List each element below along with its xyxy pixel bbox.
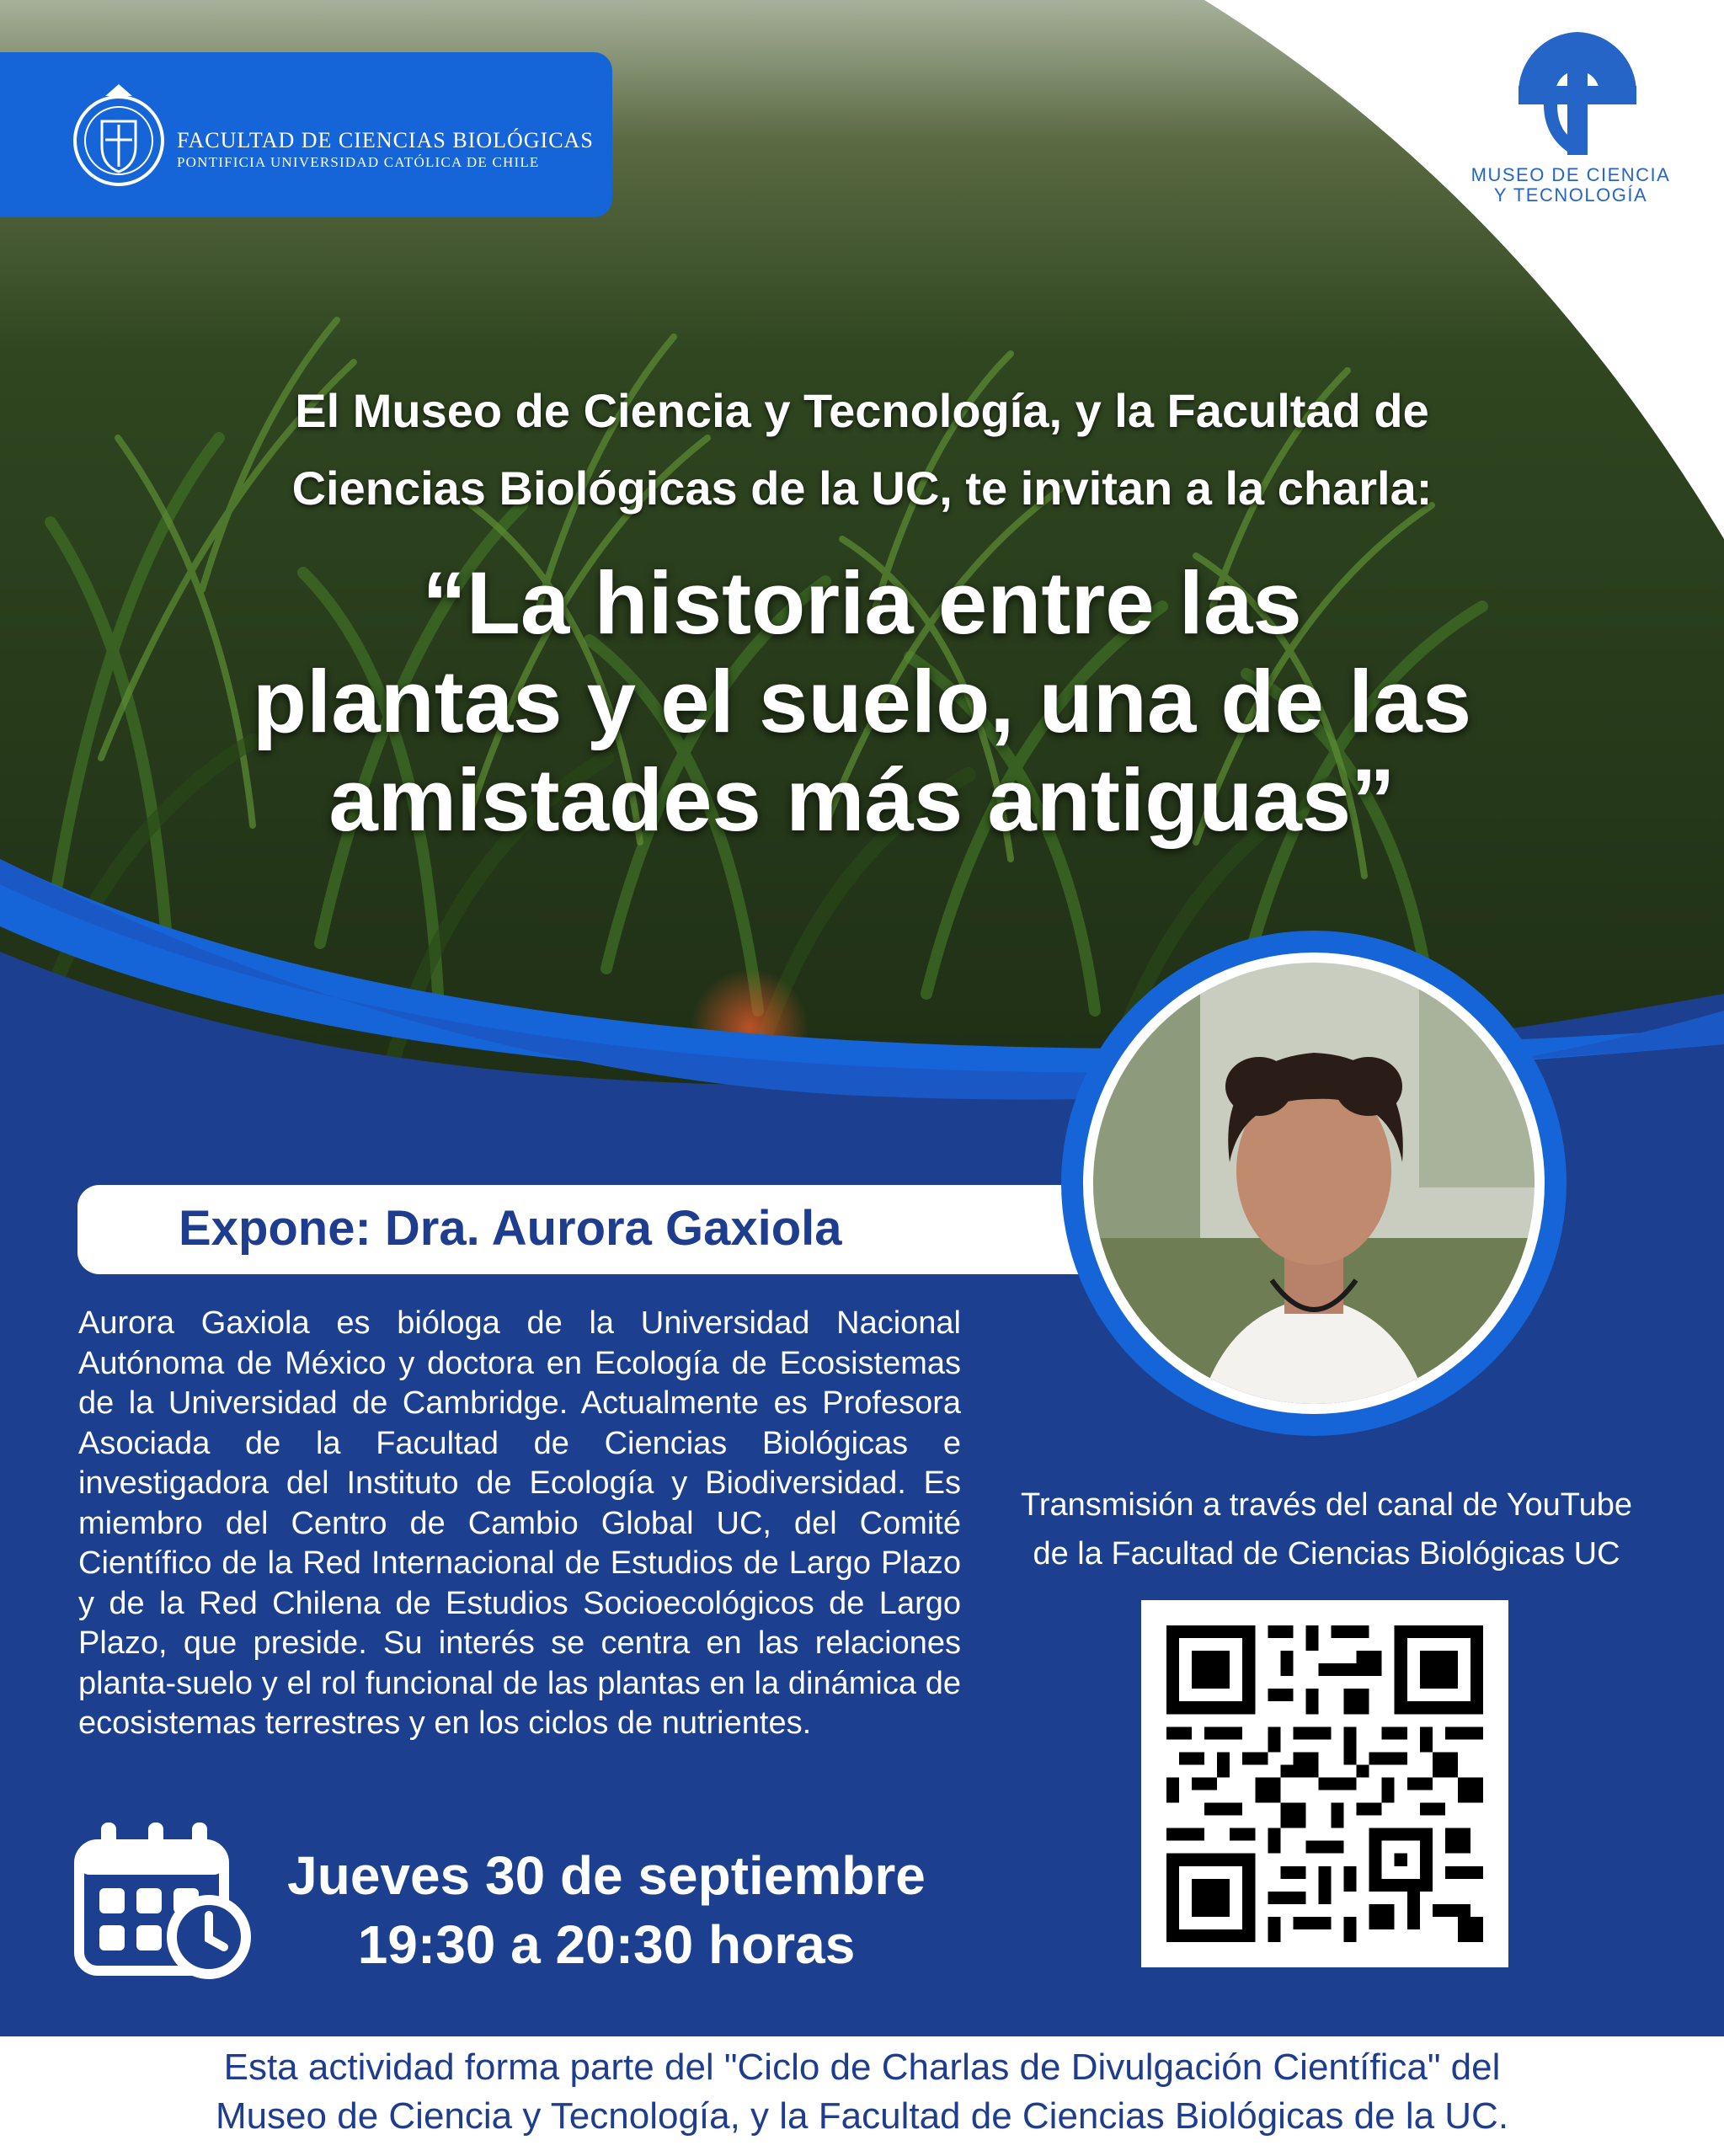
calendar-clock-icon (74, 1811, 253, 1979)
uc-seal-icon (72, 77, 166, 204)
museo-logo-line1: MUSEO DE CIENCIA (1470, 164, 1671, 185)
talk-title-line-1: “La historia entre las (422, 554, 1302, 653)
museo-logo-line2: Y TECNOLOGÍA (1493, 184, 1648, 205)
uc-faculty-name: FACULTAD DE CIENCIAS BIOLÓGICAS (177, 128, 594, 152)
event-date: Jueves 30 de septiembre (287, 1845, 926, 1906)
speaker-bio: Aurora Gaxiola es bióloga de la Universidad Nacional Autónoma de México y doctora en Ecología de Ecosistemas de la Universidad de Cambridge. Actualmente es Profesora Asociada de la Facultad de Ciencias Biológicas e investigadora del Instituto de Ecología y Biodiversidad. Es miembro del Centro de Cambio Global UC, del Comité Científico de la Red Internacional de Estudios de Largo Plazo y de la Red Chilena de Estudios Socioecológicos de Largo Plazo, que preside. Su interés se centra en las relaciones planta-suelo y el rol funcional de las plantas en la dinámica de ecosistemas terrestres y en los ciclos de nutrientes. (78, 1305, 961, 1741)
footer-line-1: Esta actividad forma parte del "Ciclo de Charlas de Divulgación Científica" del (223, 2047, 1501, 2088)
talk-title-line-2: plantas y el suelo, una de las (252, 653, 1472, 751)
museo-logo-icon (1510, 25, 1645, 160)
uc-university-name: PONTIFICIA UNIVERSIDAD CATÓLICA DE CHILE (177, 154, 540, 170)
broadcast-line-2: de la Facultad de Ciencias Biológicas UC (1033, 1536, 1620, 1572)
broadcast-line-1: Transmisión a través del canal de YouTube (1021, 1487, 1632, 1523)
intro-line-2: Ciencias Biológicas de la UC, te invitan a la charla: (291, 462, 1433, 515)
intro-line-1: El Museo de Ciencia y Tecnología, y la Facultad de (295, 384, 1429, 437)
event-time: 19:30 a 20:30 horas (357, 1914, 856, 1975)
talk-title-line-3: amistades más antiguas” (328, 751, 1396, 850)
broadcast-note (990, 1481, 1663, 1578)
qr-code[interactable] (1166, 1625, 1483, 1942)
footer-line-2: Museo de Ciencia y Tecnología, y la Facultad de Ciencias Biológicas de la UC. (215, 2095, 1509, 2137)
speaker-heading: Expone: Dra. Aurora Gaxiola (179, 1201, 842, 1256)
speaker-photo (1049, 918, 1579, 1449)
